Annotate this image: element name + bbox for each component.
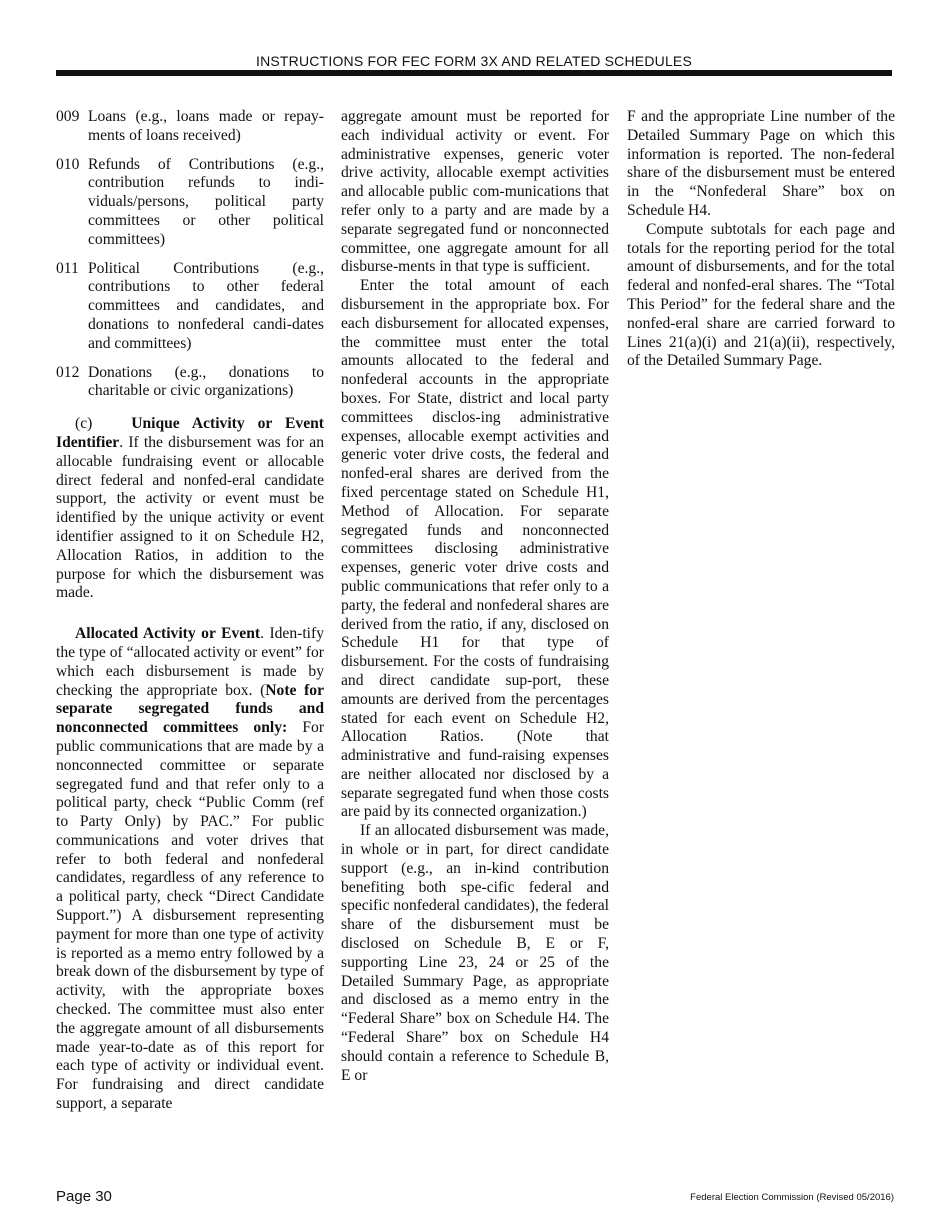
item-text: Political Contributions (e.g., contributions to other federal committees and candidates, and donations to nonfederal candi-dates and committees) <box>88 259 324 352</box>
running-header: INSTRUCTIONS FOR FEC FORM 3X AND RELATED SCHEDULES <box>255 53 692 69</box>
section-c-heading: Unique Activity or Event Identifier <box>56 415 324 451</box>
footer-agency: Federal Election Commission (Revised 05/2016) <box>690 1192 894 1203</box>
list-item-009 <box>56 108 324 146</box>
item-text: Refunds of Contributions (e.g., contribution refunds to indi-viduals/persons, political party committees or other political committees) <box>88 155 324 248</box>
paragraph-line-number: F and the appropriate Line number of the Detailed Summary Page on which this information is reported. The non-federal share of the disbursement must be entered in the “Nonfederal Share” box on Schedule H4. <box>627 108 895 219</box>
text-column-2 <box>341 108 609 1085</box>
text-column-3 <box>627 108 895 371</box>
section-c-label: (c) <box>75 415 93 433</box>
allocated-text-2: For public communications that are made by a nonconnected committee or separate segregated fund and that refer only to a political party, check “Public Comm (ref to Party Only) by PAC.” For public communications and voter drives that refer to both federal and nonfederal candidates, regardless of any reference to a political party, check “Direct Candidate Support.”) A disbursement representing payment for more than one type of activity is reported as a memo entry followed by a break down of the disbursement by type of activity, with the appropriate boxes checked. The committee must also enter the aggregate amount of all disbursements made year-to-date as of this report for each type of activity or individual event. For fundraising and direct candidate support, a separate <box>56 719 325 1113</box>
paragraph-aggregate: aggregate amount must be reported for each individual activity or event. For administrative expenses, generic voter drive activity, allocable exempt activities and allocable public com-munications that refer only to a party and are made by a separate segregated fund or nonconnected committee, one aggregate amount for all disburse-ments in that type is sufficient. <box>341 108 609 276</box>
list-item-010 <box>56 156 324 250</box>
allocated-activity-paragraph <box>56 625 324 1114</box>
paragraph-subtotals: Compute subtotals for each page and totals for the reporting period for the total amount of disbursements, and for the total federal and nonfed-eral shares. The “Total This Period” for the federal share and the nonfed-eral share are carried forward to Lines 21(a)(i) and 21(a)(ii), respectively, of the Detailed Summary Page. <box>627 220 895 370</box>
paragraph-direct-candidate: If an allocated disbursement was made, in whole or in part, for direct candidate support (e.g., an in-kind contribution benefiting both spe-cific federal and specific nonfederal candidates), the federal share of the disbursement must be disclosed on Schedule B, E or F, supporting Line 23, 24 or 25 of the Detailed Summary Page, as appropriate and disclosed as a memo entry in the “Federal Share” box on Schedule H4. The “Federal Share” box on Schedule H4 should contain a reference to Schedule B, E or <box>341 822 609 1084</box>
item-code: 009 <box>56 108 80 125</box>
text-column-1 <box>56 108 324 1114</box>
paragraph-enter-total: Enter the total amount of each disbursement in the appropriate box. For each disbursement for allocated expenses, the committee must enter the total amounts allocated to the federal and nonfederal accounts in the appropriate boxes. For State, district and local party committees disclos-ing administrative expenses, allocable exempt activities and generic voter drive costs, the federal and nonfed-eral shares are derived from the fixed percentage stated on Schedule H1, Method of Allocation. For separate segregated funds and nonconnected committees disclosing administrative expenses, generic voter drive costs and public communications that refer only to a party, the federal and nonfederal shares are derived from the ratio, if any, disclosed on Schedule H1 for that type of disbursement. For the costs of fundraising and direct candidate sup-port, these amounts are derived from the percentages stated for each event on Schedule H2, Allocation Ratios. (Note that administrative and fund-raising expenses are neither allocated nor disclosed by a separate segregated fund when those costs are paid by its connected organization.) <box>341 277 609 821</box>
list-item-011 <box>56 260 324 354</box>
allocated-text-1: . Iden-tify the type of “allocated activity or event” for which each disbursement is made by checking the appropriate box. ( <box>56 625 325 699</box>
allocated-note: Note for separate segregated funds and nonconnected committees only: <box>56 681 324 737</box>
item-text: Donations (e.g., donations to charitable or civic organizations) <box>88 363 324 400</box>
section-c-paragraph <box>56 415 324 603</box>
allocated-heading: Allocated Activity or Event <box>75 625 261 643</box>
item-code: 010 <box>56 155 80 173</box>
item-code: 011 <box>56 259 79 277</box>
header-rule <box>56 70 892 76</box>
page-number: Page 30 <box>56 1188 112 1205</box>
item-text: Loans (e.g., loans made or repay-ments of loans received) <box>88 108 324 144</box>
section-c-text: . If the disbursement was for an allocable fundraising event or allocable direct federal and nonfed-eral candidate support, the activity or event must be identified by the unique activity or event identifier assigned to it on Schedule H2, Allocation Ratios, in addition to the purpose for which the disbursement was made. <box>56 433 324 602</box>
list-item-012 <box>56 364 324 402</box>
item-code: 012 <box>56 363 80 381</box>
